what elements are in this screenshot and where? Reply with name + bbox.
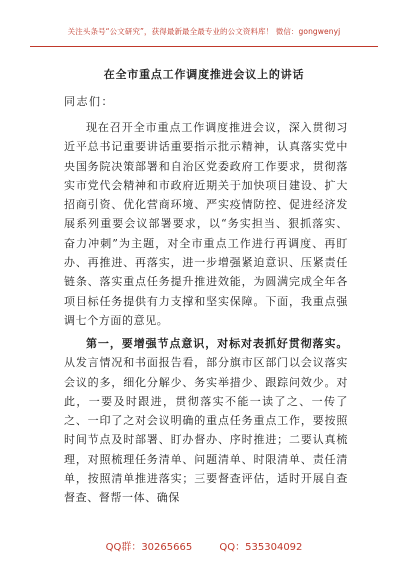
header-notice: 关注头条号“公文研究”，获得最新最全最专业的公文资料库！ 微信：gongwenyj: [67, 27, 341, 36]
paragraph-intro: 现在召开全市重点工作调度推进会议，深入贯彻习近平总书记重要讲话重要指示批示精神，认真落实党中央国务院决策部署和自治区党委政府工作要求，贯彻落实市党代会精神和市政府近期关于加快项目建设、扩大招商引资、优化营商环境、严实疫情防控、促进经济发展系列重要会议部署要求，以“务实担当、狠抓落实、奋力冲刺”为主题，对全市重点工作进行再调度、再盯办、再推进、再落实，进一步增强紧迫意识、压紧责任链条、落实重点任务提升推进效能，为圆满完成全年各项目标任务提供有力支撑和坚实保障。下面，我重点强调七个方面的意见。: [64, 121, 348, 327]
point-body: 从发言情况和书面报告看，部分旗市区部门以会议落实会议的多，细化分解少、务实举措少、跟踪问效少。对此，一要及时跟进，贯彻落实不能一读了之、一传了之、一印了之对会议明确的重点任务重点工作，要按照时间节点及时部署、盯办督办、序时推进；二要认真梳理，对照梳理任务清单、问题清单、时限清单、责任清单，按照清单推进落实；三要督查评估，适时开展自查督查、督帮一体、确保: [64, 356, 348, 505]
footer-contact: [0, 538, 408, 553]
header-divider: [30, 46, 378, 47]
document-title: 在全市重点工作调度推进会议上的讲话: [103, 68, 305, 81]
paragraph-first-point: [64, 334, 348, 508]
qq-number: QQ：535304092: [219, 542, 303, 553]
point-heading: 第一，要增强节点意识，对标对表抓好贯彻落实。: [86, 337, 348, 350]
qq-group: QQ群：30265665: [105, 542, 193, 553]
salutation: 同志们：: [64, 95, 114, 108]
